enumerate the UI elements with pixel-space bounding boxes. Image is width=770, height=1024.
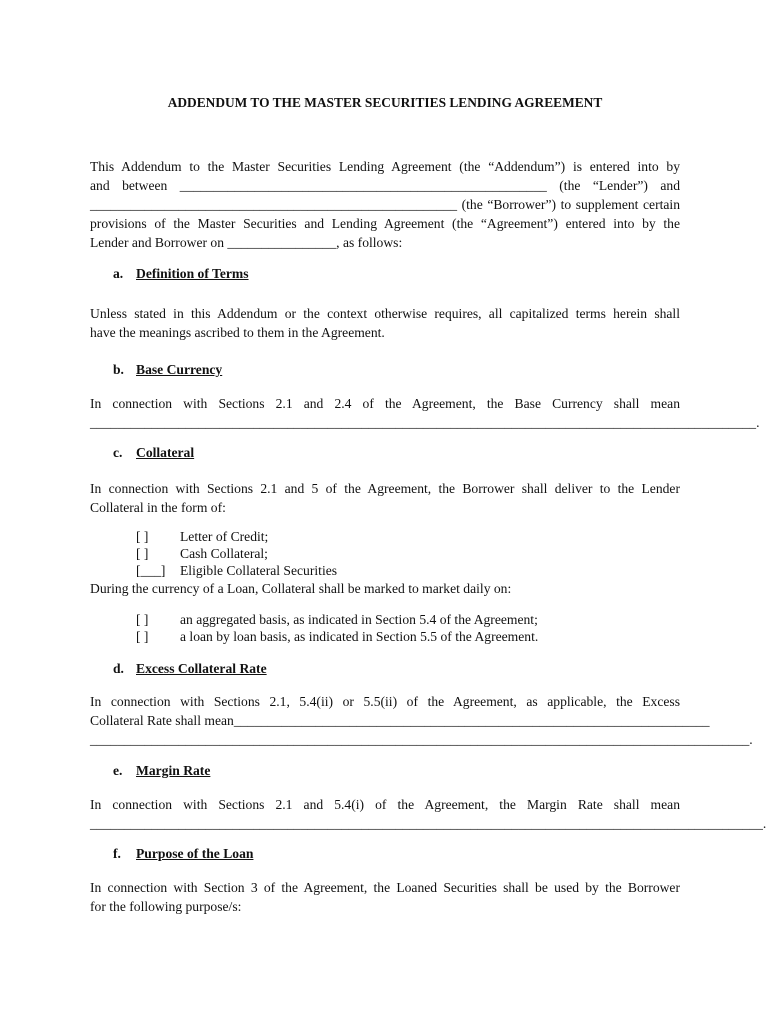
body-line: In connection with Sections 2.1 and 5 of the Agreement, the Borrower shall deliver to the Lender	[90, 481, 680, 496]
section-title: Purpose of the Loan	[136, 846, 254, 861]
document-title: ADDENDUM TO THE MASTER SECURITIES LENDING AGREEMENT	[167, 95, 603, 110]
collateral-option-securities[interactable]	[136, 562, 337, 579]
section-d-heading	[113, 661, 267, 677]
option-label: a loan by loan basis, as indicated in Section 5.5 of the Agreement.	[180, 629, 539, 644]
section-title: Base Currency	[136, 362, 223, 377]
checkbox[interactable]: [ ]	[136, 612, 149, 627]
body-line: have the meanings ascribed to them in the Agreement.	[90, 325, 385, 340]
section-a-body	[90, 304, 680, 342]
body-line: In connection with Sections 2.1 and 2.4 of the Agreement, the Base Currency shall mean	[90, 396, 680, 411]
section-letter: e.	[113, 763, 123, 778]
option-label: Cash Collateral;	[180, 546, 268, 561]
collateral-option-cash[interactable]	[136, 545, 268, 562]
section-letter: d.	[113, 661, 124, 676]
section-e-heading	[113, 763, 210, 779]
section-letter: c.	[113, 445, 123, 460]
intro-line: and between ______________________________________________________ (the “Lender”) and	[90, 178, 680, 193]
option-label: Letter of Credit;	[180, 529, 269, 544]
body-line: for the following purpose/s:	[90, 899, 242, 914]
section-f-body	[90, 878, 680, 916]
marking-option-aggregated[interactable]	[136, 611, 538, 628]
section-c-heading	[113, 445, 194, 461]
section-e-body	[90, 795, 767, 833]
section-c-body	[90, 479, 680, 517]
option-label: Eligible Collateral Securities	[180, 563, 338, 578]
body-line: In connection with Sections 2.1 and 5.4(i) of the Agreement, the Margin Rate shall mean	[90, 797, 680, 812]
section-title: Definition of Terms	[136, 266, 249, 281]
blank-line: _________________________________________________________________________________________________.	[90, 732, 753, 747]
checkbox[interactable]: [ ]	[136, 546, 149, 561]
option-label: an aggregated basis, as indicated in Section 5.4 of the Agreement;	[180, 612, 538, 627]
body-line: Collateral Rate shall mean______________________________________________________________________	[90, 713, 710, 728]
checkbox[interactable]: [___]	[136, 563, 166, 578]
section-letter: a.	[113, 266, 124, 281]
section-f-heading	[113, 846, 253, 862]
body-line: Collateral in the form of:	[90, 500, 226, 515]
marking-text	[90, 579, 680, 598]
blank-line: ___________________________________________________________________________________________________.	[90, 816, 767, 831]
section-title: Margin Rate	[136, 763, 211, 778]
section-b-heading	[113, 362, 222, 378]
section-letter: b.	[113, 362, 124, 377]
intro-line: This Addendum to the Master Securities Lending Agreement (the “Addendum”) is entered into by	[90, 159, 680, 174]
intro-paragraph	[90, 157, 680, 252]
section-title: Collateral	[136, 445, 195, 460]
section-a-heading	[113, 266, 249, 282]
blank-line: __________________________________________________________________________________________________.	[90, 415, 760, 430]
intro-line: ______________________________________________________ (the “Borrower”) to supplement certain	[90, 197, 680, 212]
collateral-option-letter-of-credit[interactable]	[136, 528, 268, 545]
intro-line: provisions of the Master Securities and Lending Agreement (the “Agreement”) entered into by the	[90, 216, 680, 231]
body-line: Unless stated in this Addendum or the context otherwise requires, all capitalized terms herein shall	[90, 306, 680, 321]
section-letter: f.	[113, 846, 121, 861]
body-line: In connection with Section 3 of the Agreement, the Loaned Securities shall be used by the Borrower	[90, 880, 680, 895]
body-line: During the currency of a Loan, Collateral shall be marked to market daily on:	[90, 581, 512, 596]
intro-line: Lender and Borrower on ________________, as follows:	[90, 235, 403, 250]
marking-option-loan-by-loan[interactable]	[136, 628, 538, 645]
section-title: Excess Collateral Rate	[136, 661, 267, 676]
body-line: In connection with Sections 2.1, 5.4(ii) or 5.5(ii) of the Agreement, as applicable, the Excess	[90, 694, 680, 709]
checkbox[interactable]: [ ]	[136, 529, 149, 544]
checkbox[interactable]: [ ]	[136, 629, 149, 644]
section-b-body	[90, 394, 760, 432]
section-d-body	[90, 692, 753, 749]
